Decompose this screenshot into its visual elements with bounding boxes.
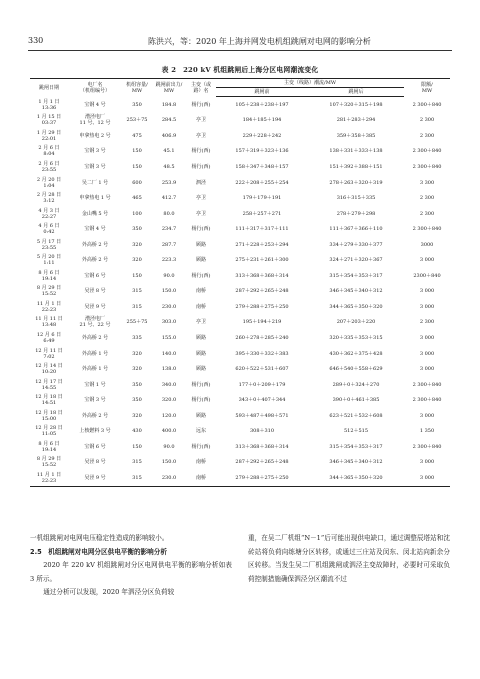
cell-flow-before: 287＋292＋265＋248 xyxy=(235,459,289,466)
cell-substation: 南桥 xyxy=(186,470,216,486)
cell-flow-before: 222＋208＋255＋254 xyxy=(235,179,289,186)
cell-unit: 外高桥 2 号 xyxy=(81,334,109,341)
cell-substation: 顾路 xyxy=(195,257,206,264)
cell-flow-before: 287＋292＋265＋248 xyxy=(235,288,289,295)
cell-flow-after: 315＋354＋353＋317 xyxy=(329,443,383,450)
cell-trip-output: 90.0 xyxy=(163,272,175,279)
cell-time: 2 月 28 日 3:12 xyxy=(36,192,62,205)
cell-time: 12 月 18 日 15:00 xyxy=(35,409,63,422)
cell-time: 1 月 1 日 13:36 xyxy=(38,98,60,111)
table-row xyxy=(30,455,450,471)
cell-flow-after: 320＋335＋353＋315 xyxy=(329,334,383,341)
cell-trip-output: 150.0 xyxy=(161,288,177,295)
cell-capacity: 430 xyxy=(132,428,142,435)
table-caption: 表 2 220 kV 机组跳闸后上海分区电网潮流变化 xyxy=(161,66,319,74)
cell-capacity: 315 xyxy=(122,470,152,486)
table-row xyxy=(30,190,450,206)
cell-limit: 2 300 xyxy=(419,132,435,139)
cell-flow-after: 207＋203＋220 xyxy=(336,319,376,326)
cell-flow-after: 316＋315＋335 xyxy=(336,195,376,202)
cell-trip-output: 303.0 xyxy=(161,319,177,326)
cell-substation: 泗泾 xyxy=(195,179,206,186)
table-row xyxy=(30,284,450,300)
cell-substation: 远东 xyxy=(195,428,206,435)
cell-limit: 2300＋840 xyxy=(413,272,441,279)
cell-limit: 2 300 xyxy=(419,195,435,202)
cell-capacity: 320 xyxy=(132,350,142,357)
cell-capacity: 320 xyxy=(132,241,142,248)
cell-unit: 宝钢 4 号 xyxy=(84,101,106,108)
cell-capacity: 350 xyxy=(132,397,142,404)
cell-time: 8 月 29 日 15:52 xyxy=(36,456,62,469)
cell-flow-after: 430＋362＋375＋428 xyxy=(329,350,383,357)
table-row xyxy=(30,159,450,175)
cell-time: 4 月 3 日 22:27 xyxy=(38,207,60,220)
cell-limit: 2 300＋840 xyxy=(412,148,442,155)
table-row xyxy=(30,346,450,362)
cell-trip-output: 253.9 xyxy=(161,179,177,186)
cell-trip-output: 120.0 xyxy=(161,412,177,419)
cell-time: 1 月 29 日 22:01 xyxy=(36,129,62,142)
table-row xyxy=(30,128,450,144)
cell-unit: 宝钢 3 号 xyxy=(84,148,106,155)
cell-limit: 1 350 xyxy=(419,428,435,435)
cell-capacity: 100 xyxy=(132,210,142,217)
cell-flow-before: 271＋228＋253＋294 xyxy=(235,241,289,248)
cell-time: 8 月 29 日 15:52 xyxy=(36,285,62,298)
cell-unit: 吴泾 9 号 xyxy=(68,470,122,486)
cell-flow-after: 289＋0＋324＋270 xyxy=(332,381,380,388)
cell-capacity: 320 xyxy=(132,257,142,264)
cell-limit: 2 300＋840 xyxy=(412,397,442,404)
paragraph: 2020 年 220 kV 机组跳闸对分区电网供电平衡的影响分析如表 3 所示。 xyxy=(30,561,232,583)
table-row xyxy=(30,221,450,237)
cell-flow-after: 623＋521＋532＋608 xyxy=(329,412,383,419)
trip-flow-table xyxy=(30,78,450,487)
cell-flow-before: 593＋487＋498＋571 xyxy=(235,412,289,419)
section-heading: 2.5 机组跳闸对电网分区供电平衡的影响分析 xyxy=(30,547,167,556)
cell-time: 1 月 15 日 03:37 xyxy=(36,114,62,127)
cell-limit: 3 300 xyxy=(419,179,435,186)
cell-capacity: 255＋75 xyxy=(126,319,148,326)
cell-time: 12 月 14 日 10:20 xyxy=(35,363,63,376)
table-row xyxy=(30,237,450,253)
cell-substation: 亭卫 xyxy=(195,210,206,217)
cell-unit: 外高桥 2 号 xyxy=(81,412,109,419)
cell-flow-before: 313＋368＋368＋314 xyxy=(235,272,289,279)
cell-substation: 亭卫 xyxy=(195,117,206,124)
table-row xyxy=(30,175,450,191)
cell-time: 8 月 6 日 19:14 xyxy=(38,269,60,282)
cell-flow-before: 157＋319＋323＋136 xyxy=(235,148,289,155)
cell-substation: 杨行(西) xyxy=(191,443,211,450)
col-header-time: 跳闸日期 xyxy=(30,79,68,97)
cell-trip-output: 400.0 xyxy=(161,428,177,435)
cell-substation: 亭卫 xyxy=(195,319,206,326)
cell-capacity: 315 xyxy=(132,459,142,466)
cell-flow-before: 343＋0＋407＋344 xyxy=(238,397,286,404)
cell-limit: 2 300＋840 xyxy=(412,101,442,108)
cell-flow-after: 346＋345＋340＋312 xyxy=(329,288,383,295)
table-row xyxy=(30,330,450,346)
cell-unit: 外高桥 2 号 xyxy=(81,257,109,264)
cell-trip-output: 234.7 xyxy=(161,226,177,233)
cell-limit: 3 000 xyxy=(419,366,435,373)
paragraph: 通过分析可以发现，2020 年泗泾分区负荷较 xyxy=(43,588,175,597)
cell-capacity: 350 xyxy=(132,226,142,233)
cell-capacity: 475 xyxy=(132,132,142,139)
cell-capacity: 150 xyxy=(132,443,142,450)
cell-flow-after: 107＋320＋315＋198 xyxy=(329,101,383,108)
cell-time: 4 月 6 日 0:42 xyxy=(38,223,60,236)
cell-time: 5 月 17 日 23:55 xyxy=(36,238,62,251)
cell-capacity: 320 xyxy=(132,366,142,373)
cell-time: 2 月 20 日 1:04 xyxy=(36,176,62,189)
cell-unit: 宝钢 3 号 xyxy=(84,163,106,170)
paragraph: 重，在吴二厂机组“N－1”后可能出现供电缺口，通过调整辰塔站和沈砖站将负荷向练塘分区转移，或通过三庄站及闵东、闵北站向新余分区转移。当发生吴二厂机组跳闸或泗泾主变故障时，必要时可采取负荷控制措施确保泗泾分区潮流不过 xyxy=(248,534,450,583)
cell-limit: 2 300＋840 xyxy=(412,381,442,388)
cell-capacity: 350 xyxy=(132,101,142,108)
cell-flow-before: 105＋238＋238＋197 xyxy=(235,101,289,108)
page-number: 330 xyxy=(28,36,44,45)
cell-flow-after: 151＋392＋388＋151 xyxy=(329,163,383,170)
cell-substation: 亭卫 xyxy=(195,132,206,139)
cell-substation: 杨行(西) xyxy=(191,272,211,279)
table-row xyxy=(30,361,450,377)
col-header-flow-group: 主变（线路）潮流/MW xyxy=(216,79,404,88)
cell-limit: 3000 xyxy=(420,241,434,248)
cell-time: 12 月 6 日 6:49 xyxy=(36,331,62,344)
cell-limit: 2 300＋840 xyxy=(412,163,442,170)
cell-time: 2 月 6 日 8:04 xyxy=(38,145,60,158)
cell-limit: 2 300＋840 xyxy=(412,443,442,450)
cell-substation: 杨行(西) xyxy=(191,163,211,170)
cell-flow-before: 179＋179＋191 xyxy=(242,195,282,202)
cell-unit: 外高桥 1 号 xyxy=(81,350,109,357)
cell-trip-output: 138.0 xyxy=(161,366,177,373)
running-title: 陈洪兴，等：2020 年上海并网发电机组跳闸对电网的影响分析 xyxy=(148,37,371,46)
cell-capacity: 315 xyxy=(132,288,142,295)
cell-time: 11 月 1 日 22:23 xyxy=(30,470,68,486)
cell-limit: 3 000 xyxy=(419,412,435,419)
cell-trip-output: 230.0 xyxy=(152,470,186,486)
cell-time: 5 月 20 日 1:11 xyxy=(36,254,62,267)
cell-unit: 宝钢 6 号 xyxy=(84,272,106,279)
cell-flow-after: 334＋279＋330＋377 xyxy=(329,241,383,248)
cell-flow-after: 359＋358＋385 xyxy=(336,132,376,139)
cell-capacity: 600 xyxy=(132,179,142,186)
cell-unit: 宝钢 3 号 xyxy=(84,397,106,404)
cell-flow-after: 281＋283＋294 xyxy=(336,117,376,124)
cell-substation: 南桥 xyxy=(195,459,206,466)
col-header-capacity: 机组容量/ MW xyxy=(122,79,152,97)
cell-flow-before: 111＋317＋317＋111 xyxy=(235,226,289,233)
cell-limit: 3 000 xyxy=(419,350,435,357)
cell-unit: 漕泾电厂 11 号、12 号 xyxy=(79,114,111,127)
cell-flow-before: 620＋522＋531＋607 xyxy=(235,366,289,373)
cell-capacity: 335 xyxy=(132,334,142,341)
cell-flow-before: 229＋228＋242 xyxy=(242,132,282,139)
cell-substation: 杨行(西) xyxy=(191,101,211,108)
cell-flow-before: 275＋231＋261＋300 xyxy=(235,257,289,264)
col-header-after: 跳闸后 xyxy=(308,88,404,97)
cell-substation: 顾路 xyxy=(195,334,206,341)
cell-flow-after: 111＋367＋366＋110 xyxy=(329,226,383,233)
cell-capacity: 320 xyxy=(132,412,142,419)
cell-flow-before: 395＋330＋332＋383 xyxy=(235,350,289,357)
col-header-before: 跳闸前 xyxy=(216,88,308,97)
cell-time: 8 月 6 日 19:14 xyxy=(38,440,60,453)
cell-unit: 宝钢 4 号 xyxy=(84,226,106,233)
cell-limit: 3 000 xyxy=(404,470,450,486)
cell-flow-after: 278＋279＋298 xyxy=(336,210,376,217)
cell-capacity: 150 xyxy=(132,148,142,155)
cell-trip-output: 45.1 xyxy=(163,148,175,155)
cell-substation: 杨行(西) xyxy=(191,381,211,388)
col-header-unit: 电厂名 （机组编号） xyxy=(68,79,122,97)
cell-trip-output: 155.0 xyxy=(161,334,177,341)
cell-flow-after: 344＋365＋350＋320 xyxy=(329,303,383,310)
cell-trip-output: 340.0 xyxy=(161,381,177,388)
cell-substation: 顾路 xyxy=(195,366,206,373)
cell-limit: 3 000 xyxy=(419,334,435,341)
col-header-substation: 主变（或 路）名 xyxy=(186,79,216,97)
cell-trip-output: 287.7 xyxy=(161,241,177,248)
table-row xyxy=(30,315,450,331)
table-row xyxy=(30,252,450,268)
cell-time: 11 月 11 日 13:48 xyxy=(35,316,63,329)
cell-unit: 吴泾 8 号 xyxy=(84,459,106,466)
cell-flow-after: 512＋515 xyxy=(343,428,369,435)
cell-substation: 顾路 xyxy=(195,241,206,248)
cell-flow-after: 278＋263＋320＋319 xyxy=(329,179,383,186)
cell-time: 12 月 28 日 11:05 xyxy=(35,425,63,438)
col-header-limit: 限额/ MW xyxy=(404,79,450,97)
cell-flow-after: 646＋540＋558＋629 xyxy=(329,366,383,373)
cell-flow-after: 390＋0＋461＋385 xyxy=(332,397,380,404)
table-row xyxy=(30,439,450,455)
cell-time: 11 月 1 日 22:23 xyxy=(36,300,62,313)
cell-limit: 3 000 xyxy=(419,257,435,264)
cell-limit: 2 300＋840 xyxy=(412,226,442,233)
cell-unit: 宝钢 6 号 xyxy=(84,443,106,450)
cell-substation: 亭卫 xyxy=(195,195,206,202)
cell-substation: 杨行(西) xyxy=(191,148,211,155)
cell-flow-after: 346＋345＋340＋312 xyxy=(329,459,383,466)
table-row xyxy=(30,268,450,284)
cell-flow-after: 324＋271＋320＋367 xyxy=(329,257,383,264)
table-row xyxy=(30,206,450,222)
cell-trip-output: 320.0 xyxy=(161,397,177,404)
cell-limit: 3 000 xyxy=(419,288,435,295)
cell-limit: 3 000 xyxy=(419,303,435,310)
cell-flow-after: 315＋354＋353＋317 xyxy=(329,272,383,279)
cell-flow-before: 279＋288＋275＋250 xyxy=(235,303,289,310)
cell-trip-output: 150.0 xyxy=(161,459,177,466)
cell-trip-output: 406.9 xyxy=(161,132,177,139)
cell-flow-after: 138＋331＋333＋138 xyxy=(329,148,383,155)
cell-trip-output: 184.8 xyxy=(161,101,177,108)
cell-substation: 杨行(西) xyxy=(191,226,211,233)
cell-flow-before: 279＋288＋275＋250 xyxy=(216,470,308,486)
cell-substation: 杨行(西) xyxy=(191,397,211,404)
page-header xyxy=(28,36,452,51)
table-row xyxy=(30,392,450,408)
cell-limit: 3 000 xyxy=(419,459,435,466)
cell-unit: 吴二厂 1 号 xyxy=(81,179,109,186)
cell-unit: 外高桥 2 号 xyxy=(81,241,109,248)
cell-capacity: 150 xyxy=(132,163,142,170)
body-left-column xyxy=(30,532,232,600)
cell-substation: 顾路 xyxy=(195,350,206,357)
cell-unit: 金山嘴 5 号 xyxy=(81,210,109,217)
cell-capacity: 350 xyxy=(132,381,142,388)
cell-flow-before: 313＋368＋368＋314 xyxy=(235,443,289,450)
cell-flow-before: 258＋257＋271 xyxy=(242,210,282,217)
cell-trip-output: 284.5 xyxy=(161,117,177,124)
table-row xyxy=(30,299,450,315)
body-right-column xyxy=(248,532,450,586)
cell-time: 12 月 17 日 14:55 xyxy=(35,378,63,391)
cell-unit: 上核燃料 3 号 xyxy=(79,428,111,435)
cell-trip-output: 90.0 xyxy=(163,443,175,450)
cell-trip-output: 223.3 xyxy=(161,257,177,264)
cell-trip-output: 80.0 xyxy=(163,210,175,217)
table-row xyxy=(30,423,450,439)
cell-capacity: 253＋75 xyxy=(126,117,148,124)
cell-flow-before: 184＋185＋194 xyxy=(242,117,282,124)
cell-flow-before: 177＋0＋209＋179 xyxy=(238,381,286,388)
cell-substation: 南桥 xyxy=(195,303,206,310)
cell-unit: 外高桥 1 号 xyxy=(81,366,109,373)
cell-trip-output: 140.0 xyxy=(161,350,177,357)
cell-flow-before: 158＋347＋348＋157 xyxy=(235,163,289,170)
cell-unit: 申拿热电 2 号 xyxy=(79,132,111,139)
cell-flow-before: 308＋310 xyxy=(249,428,275,435)
cell-unit: 漕泾电厂 21 号、22 号 xyxy=(79,316,111,329)
cell-capacity: 315 xyxy=(132,303,142,310)
table-row xyxy=(30,97,450,113)
cell-capacity: 465 xyxy=(132,195,142,202)
table-row xyxy=(30,470,450,486)
col-header-trip-output: 跳闸前出力/ MW xyxy=(152,79,186,97)
cell-capacity: 150 xyxy=(132,272,142,279)
table-row xyxy=(30,408,450,424)
cell-flow-before: 260＋278＋285＋240 xyxy=(235,334,289,341)
cell-trip-output: 230.0 xyxy=(161,303,177,310)
cell-unit: 吴泾 9 号 xyxy=(84,303,106,310)
table-row xyxy=(30,377,450,393)
cell-time: 12 月 18 日 14:51 xyxy=(35,394,63,407)
cell-unit: 吴泾 8 号 xyxy=(84,288,106,295)
cell-unit: 宝钢 1 号 xyxy=(84,381,106,388)
cell-substation: 顾路 xyxy=(195,412,206,419)
cell-trip-output: 48.5 xyxy=(163,163,175,170)
paragraph: 一机组跳闸对电网电压稳定性造成的影响较小。 xyxy=(30,534,169,542)
cell-limit: 2 300 xyxy=(419,117,435,124)
cell-time: 12 月 11 日 7:02 xyxy=(35,347,63,360)
cell-flow-before: 195＋194＋219 xyxy=(242,319,282,326)
cell-trip-output: 412.7 xyxy=(161,195,177,202)
cell-time: 2 月 6 日 23:55 xyxy=(38,160,60,173)
cell-flow-after: 344＋365＋350＋320 xyxy=(308,470,404,486)
cell-limit: 2 300 xyxy=(419,210,435,217)
cell-limit: 2 300 xyxy=(419,319,435,326)
cell-substation: 南桥 xyxy=(195,288,206,295)
table-row xyxy=(30,144,450,160)
table-row xyxy=(30,113,450,129)
cell-unit: 申拿热电 1 号 xyxy=(79,195,111,202)
